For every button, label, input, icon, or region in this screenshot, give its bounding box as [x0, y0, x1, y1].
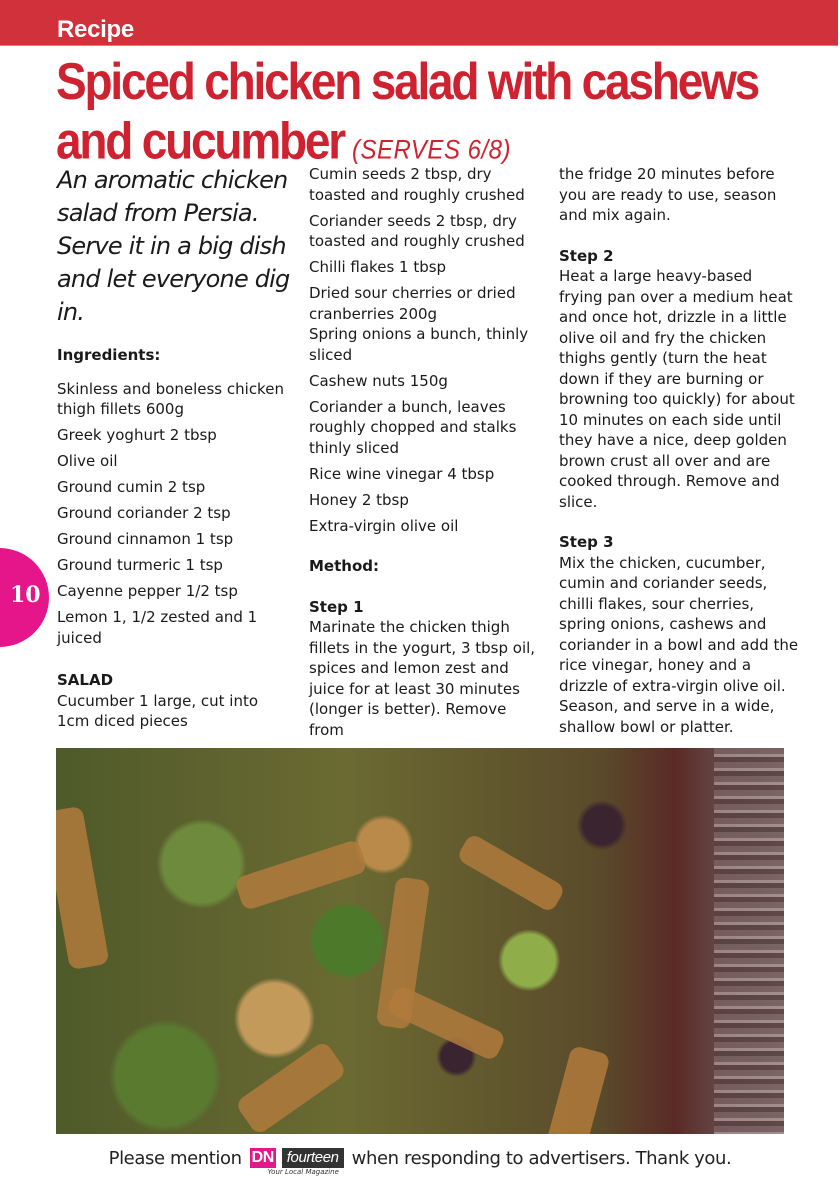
intro-text: An aromatic chicken salad from Persia. Serve it in a big dish and let everyone dig in.	[57, 166, 290, 326]
spacer	[559, 512, 799, 532]
ingredient-item: Skinless and boneless chicken thigh fillets 600g	[57, 379, 284, 418]
step-3-text: Mix the chicken, cucumber, cumin and coriander seeds, chilli flakes, sour cherries, spring onions, cashews and coriander in a bowl and add the rice vinegar, honey and a drizzle of extra-virgin olive oil. Season, and serve in a wide, shallow bowl or platter.	[559, 553, 799, 736]
logo-dn: DN	[251, 1149, 274, 1166]
ingredient-item: Olive oil	[57, 452, 118, 470]
ingredient-item: Ground cinnamon 1 tsp	[57, 530, 234, 548]
section-label: Recipe	[57, 16, 134, 43]
step-2-title: Step 2	[559, 246, 614, 265]
salad-item: Extra-virgin olive oil	[309, 516, 459, 535]
salad-item: Cumin seeds 2 tbsp, dry toasted and roughly crushed	[309, 165, 525, 204]
step-3-title: Step 3	[559, 533, 614, 551]
ingredient-item: Lemon 1, 1/2 zested and 1 juiced	[57, 608, 258, 647]
ingredient-item: Greek yoghurt 2 tbsp	[57, 426, 217, 444]
step-1-text-continued: the fridge 20 minutes before you are ready to use, season and mix again.	[559, 165, 777, 224]
footer-text-after: when responding to advertisers. Thank you.	[351, 1148, 732, 1169]
recipe-title	[56, 52, 816, 180]
footer	[0, 1148, 840, 1178]
step-2-text: Heat a large heavy-based frying pan over a medium heat and once hot, drizzle in a little olive oil and fry the chicken thighs gently (turn the heat down if they are burning or browning too quickly) for about 10 minutes on each side until they have a nice, deep golden brown crust all over and are cooked through. Remove and slice.	[559, 267, 795, 511]
salad-item: Cucumber 1 large, cut into 1cm diced pieces	[57, 691, 259, 730]
chicken-strip	[234, 1040, 347, 1134]
recipe-title-text: Spiced chicken salad with cashews and cucumber	[56, 52, 759, 170]
page-number: 10	[10, 582, 41, 608]
salad-item: Chilli flakes 1 tbsp	[309, 258, 447, 276]
salad-item: Cashew nuts 150g	[309, 371, 448, 390]
spacer	[309, 577, 544, 597]
salad-item: Spring onions a bunch, thinly sliced	[309, 325, 529, 364]
ingredient-item: Ground turmeric 1 tsp	[57, 556, 223, 574]
dnfourteen-logo	[250, 1148, 344, 1178]
step-1-text: Marinate the chicken thigh fillets in the yogurt, 3 tbsp oil, spices and lemon zest and juice for at least 30 minutes (longer is better). Remove from	[309, 618, 536, 739]
ingredient-item: Ground cumin 2 tsp	[57, 478, 206, 496]
ingredients-heading: Ingredients:	[57, 346, 161, 364]
logo-tagline: Your Local Magazine	[267, 1168, 339, 1176]
footer-text-before: Please mention	[108, 1148, 242, 1169]
salad-item: Honey 2 tbsp	[309, 490, 409, 509]
serves-label: (SERVES 6/8)	[352, 134, 511, 166]
dish-rim	[714, 748, 784, 1134]
salad-item: Dried sour cherries or dried cranberries 200g	[309, 284, 516, 323]
ingredient-item: Cayenne pepper 1/2 tsp	[57, 582, 238, 600]
chicken-strip	[234, 839, 368, 912]
ingredient-item: Ground coriander 2 tsp	[57, 504, 231, 522]
salad-item: Coriander seeds 2 tbsp, dry toasted and roughly crushed	[309, 211, 525, 250]
step-1-title: Step 1	[309, 597, 364, 616]
chicken-strip	[456, 833, 566, 914]
page-number-badge	[0, 548, 49, 647]
salad-photo	[56, 748, 784, 1134]
salad-item: Coriander a bunch, leaves roughly chopped and stalks thinly sliced	[309, 397, 517, 457]
column-2	[309, 164, 544, 740]
salad-heading: SALAD	[57, 671, 114, 689]
spacer	[559, 226, 799, 246]
chicken-strip	[56, 806, 110, 971]
salad-item: Rice wine vinegar 4 tbsp	[309, 464, 495, 483]
chicken-strip	[541, 1045, 611, 1134]
column-1	[57, 164, 292, 737]
logo-fourteen: fourteen	[282, 1148, 344, 1168]
method-heading: Method:	[309, 557, 379, 575]
column-3	[559, 164, 799, 737]
